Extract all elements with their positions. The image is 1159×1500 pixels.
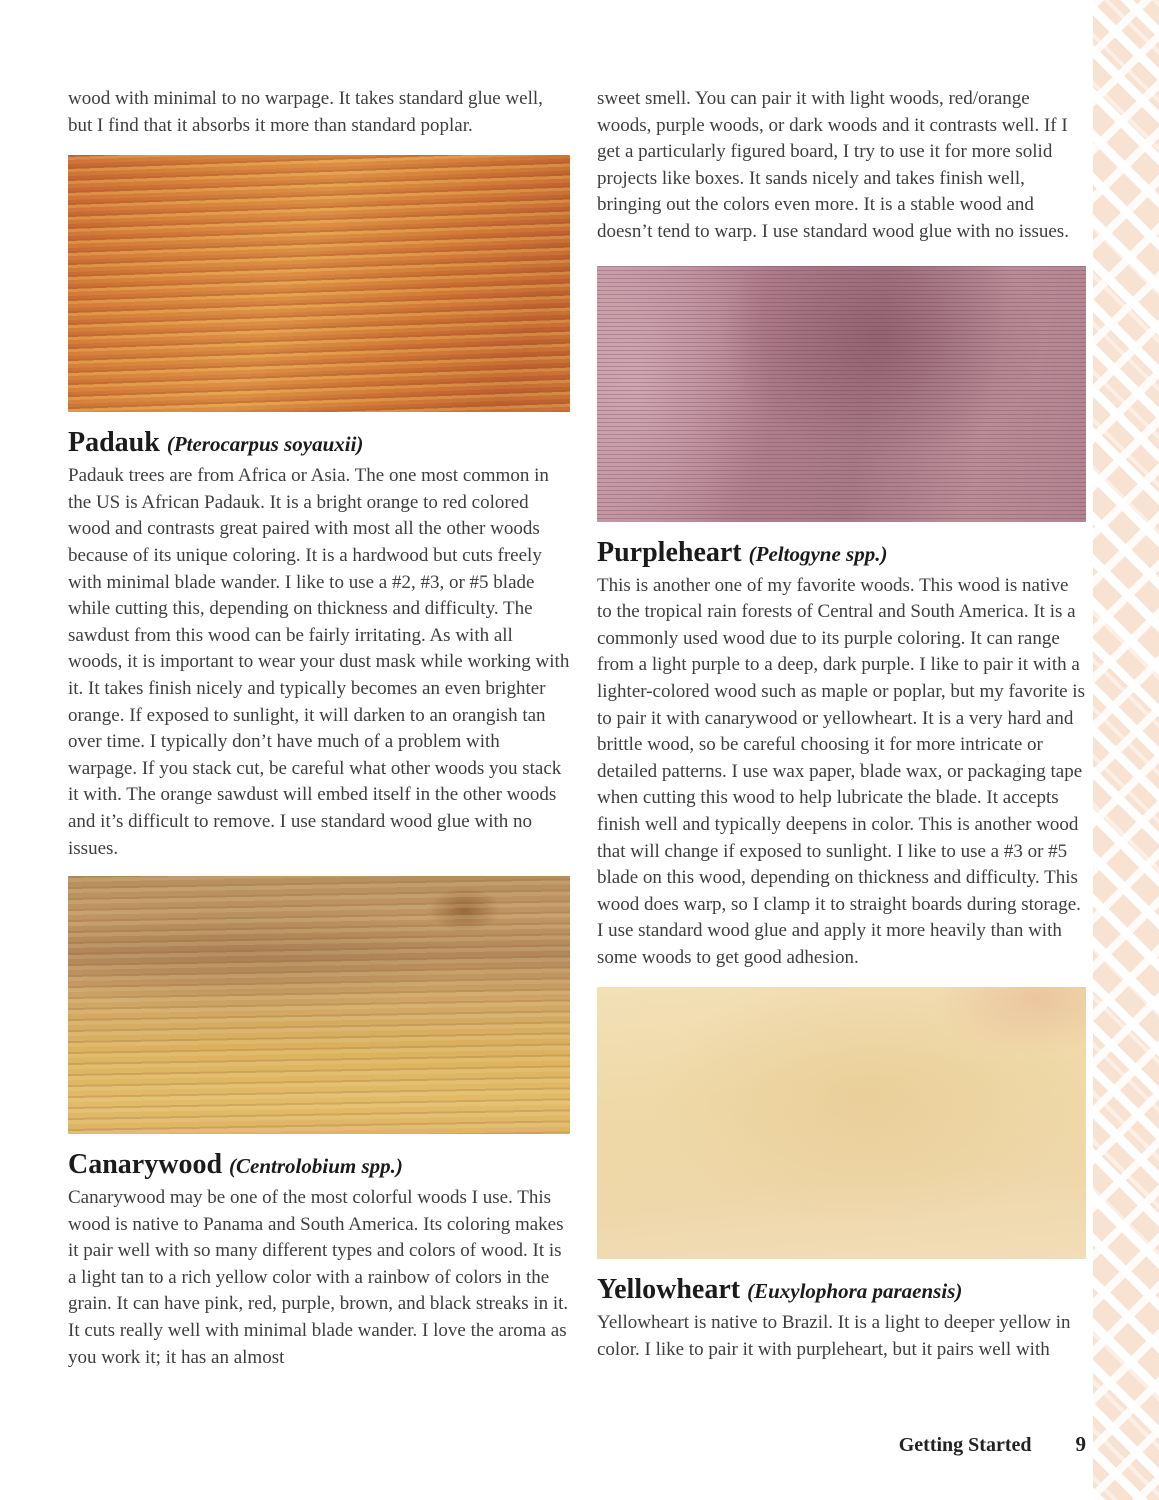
purpleheart-name: Purpleheart [597, 536, 742, 568]
yellowheart-description: Yellowheart is native to Brazil. It is a light to deeper yellow in color. I like to pair it with purpleheart, but it pairs well with [597, 1312, 1071, 1361]
padauk-name: Padauk [68, 427, 160, 459]
canarywood-wood-photo [68, 876, 570, 1134]
footer-page-number: 9 [1075, 1432, 1086, 1456]
padauk-heading [68, 425, 570, 460]
yellowheart-name: Yellowheart [597, 1274, 741, 1306]
footer-section-label: Getting Started [898, 1434, 1032, 1456]
purpleheart-description: This is another one of my favorite woods. This wood is native to the tropical rain forests of Central and South America. It is a commonly used wood due to its purple coloring. It can range from a light purple to a deep, dark purple. I like to pair it with a lighter-colored wood such as maple or poplar, but my favorite is to pair it with canarywood or yellowheart. It is a very hard and brittle wood, so be careful choosing it for more intricate or detailed patterns. I use wax paper, blade wax, or packaging tape when cutting this wood to help lubricate the blade. It accepts finish well and typically deepens in color. This is another wood that will change if exposed to sunlight. I like to use a #3 or #5 blade on this wood, depending on thickness and difficulty. This wood does warp, so I clamp it to straight boards during storage. I use standard wood glue and apply it more heavily than with some woods to get good adhesion. [597, 574, 1085, 968]
poplar-continuation-text: wood with minimal to no warpage. It takes standard glue well, but I find that it absorbs it more than standard poplar. [68, 88, 543, 136]
purpleheart-latin-name: (Peltogyne spp.) [748, 541, 888, 566]
padauk-latin-name: (Pterocarpus soyauxii) [166, 432, 364, 457]
purpleheart-heading [597, 535, 1086, 570]
yellowheart-heading [597, 1272, 1086, 1307]
padauk-description: Padauk trees are from Africa or Asia. The one most common in the US is African Padauk. It is a bright orange to red colored wood and contrasts great paired with most all the other woods because of its unique coloring. It is a hardwood but cuts freely with minimal blade wander. I like to use a #2, #3, or #5 blade while cutting this, depending on thickness and difficulty. The sawdust from this wood can be fairly irritating. As with all woods, it is important to wear your dust mask while working with it. It takes finish nicely and typically becomes an even brighter orange. If exposed to sunlight, it will darken to an orangish tan over time. I typically don’t have much of a problem with warpage. If you stack cut, be careful what other woods you stack it with. The orange sawdust will embed itself in the other woods and it’s difficult to remove. I use standard wood glue with no issues. [68, 465, 570, 859]
purpleheart-wood-photo [597, 266, 1086, 522]
padauk-wood-photo [68, 155, 570, 412]
right-column [597, 86, 1086, 1364]
page-footer [597, 1432, 1086, 1457]
yellowheart-wood-photo [597, 987, 1086, 1259]
canarywood-description: Canarywood may be one of the most colorful woods I use. This wood is native to Panama and South America. Its coloring makes it pair well with so many different types and colors of wood. It is a light tan to a rich yellow color with a rainbow of colors in the grain. It can have pink, red, purple, brown, and black streaks in it. It cuts really well with minimal blade wander. I love the aroma as you work it; it has an almost [68, 1187, 569, 1368]
decorative-edge-pattern [1093, 0, 1159, 1500]
left-column [68, 86, 570, 1371]
canarywood-heading [68, 1147, 570, 1182]
yellowheart-latin-name: (Euxylophora paraensis) [747, 1279, 963, 1304]
canarywood-latin-name: (Centrolobium spp.) [229, 1154, 403, 1179]
canarywood-continuation-text: sweet smell. You can pair it with light woods, red/orange woods, purple woods, or dark woods and it contrasts well. If I get a particularly figured board, I try to use it for more solid projects like boxes. It sands nicely and takes finish well, bringing out the colors even more. It is a stable wood and doesn’t tend to warp. I use standard wood glue with no issues. [597, 88, 1069, 242]
canarywood-name: Canarywood [68, 1149, 223, 1181]
